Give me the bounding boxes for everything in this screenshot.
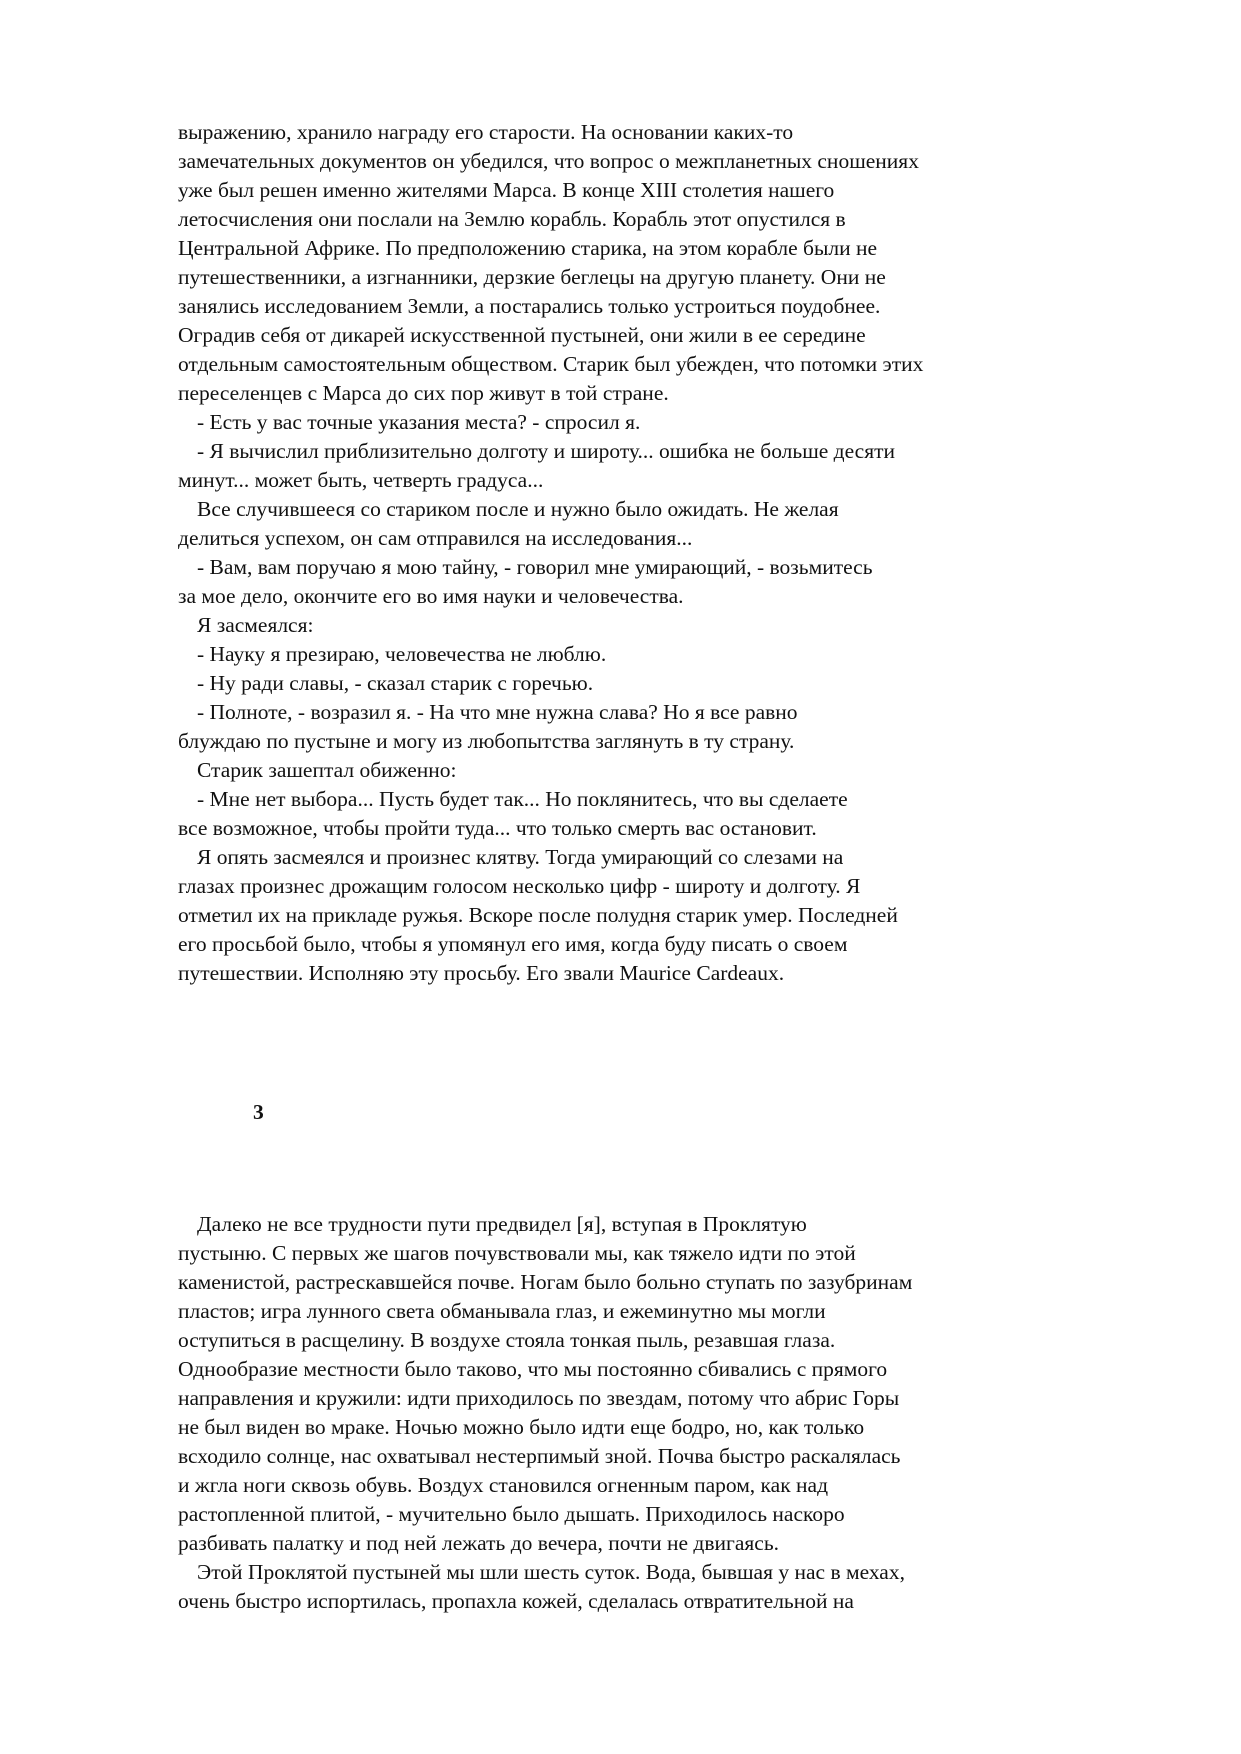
text-section-1 <box>178 118 1078 988</box>
text-line: выражению, хранило награду его старости. На основании каких-то <box>178 120 794 144</box>
text-line: - Есть у вас точные указания места? - спросил я. <box>197 410 641 434</box>
text-line: Центральной Африке. По предположению старика, на этом корабле были не <box>178 236 878 260</box>
text-line: Этой Проклятой пустыней мы шли шесть суток. Вода, бывшая у нас в мехах, <box>197 1560 905 1584</box>
text-line: растопленной плитой, - мучительно было дышать. Приходилось наскоро <box>178 1502 845 1526</box>
text-line: - Науку я презираю, человечества не люблю. <box>197 642 607 666</box>
text-line: не был виден во мраке. Ночью можно было идти еще бодро, но, как только <box>178 1415 865 1439</box>
text-line: занялись исследованием Земли, а постарались только устроиться поудобнее. <box>178 294 881 318</box>
text-line: путешественники, а изгнанники, дерзкие беглецы на другую планету. Они не <box>178 265 886 289</box>
text-line: переселенцев с Марса до сих пор живут в той стране. <box>178 381 669 405</box>
text-line: - Я вычислил приблизительно долготу и широту... ошибка не больше десяти <box>197 439 896 463</box>
text-line: летосчисления они послали на Землю корабль. Корабль этот опустился в <box>178 207 846 231</box>
text-line: замечательных документов он убедился, что вопрос о межпланетных сношениях <box>178 149 919 173</box>
text-line: Старик зашептал обиженно: <box>197 758 457 782</box>
text-line: за мое дело, окончите его во имя науки и человечества. <box>178 584 684 608</box>
text-line: всходило солнце, нас охватывал нестерпимый зной. Почва быстро раскалялась <box>178 1444 901 1468</box>
text-line: Все случившееся со стариком после и нужно было ожидать. Не желая <box>197 497 839 521</box>
text-line: Оградив себя от дикарей искусственной пустыней, они жили в ее середине <box>178 323 866 347</box>
text-line: очень быстро испортилась, пропахла кожей, сделалась отвратительной на <box>178 1589 854 1613</box>
text-line: Я засмеялся: <box>197 613 314 637</box>
text-line: минут... может быть, четверть градуса... <box>178 468 544 492</box>
text-line: отметил их на прикладе ружья. Вскоре после полудня старик умер. Последней <box>178 903 898 927</box>
text-line: все возможное, чтобы пройти туда... что только смерть вас остановит. <box>178 816 817 840</box>
text-line: Далеко не все трудности пути предвидел [я], вступая в Проклятую <box>197 1212 807 1236</box>
text-line: разбивать палатку и под ней лежать до вечера, почти не двигаясь. <box>178 1531 780 1555</box>
text-line: блуждаю по пустыне и могу из любопытства заглянуть в ту страну. <box>178 729 795 753</box>
text-line: - Полноте, - возразил я. - На что мне нужна слава? Но я все равно <box>197 700 798 724</box>
text-line: глазах произнес дрожащим голосом несколько цифр - широту и долготу. Я <box>178 874 861 898</box>
text-line: уже был решен именно жителями Марса. В конце XIII столетия нашего <box>178 178 835 202</box>
text-line: Я опять засмеялся и произнес клятву. Тогда умирающий со слезами на <box>197 845 844 869</box>
text-line: оступиться в расщелину. В воздухе стояла тонкая пыль, резавшая глаза. <box>178 1328 836 1352</box>
text-line: - Мне нет выбора... Пусть будет так... Но поклянитесь, что вы сделаете <box>197 787 848 811</box>
text-line: пластов; игра лунного света обманывала глаз, и ежеминутно мы могли <box>178 1299 826 1323</box>
text-line: путешествии. Исполняю эту просьбу. Его звали Maurice Cardeaux. <box>178 961 785 985</box>
text-line: отдельным самостоятельным обществом. Старик был убежден, что потомки этих <box>178 352 924 376</box>
text-line: его просьбой было, чтобы я упомянул его имя, когда буду писать о своем <box>178 932 848 956</box>
text-line: делиться успехом, он сам отправился на исследования... <box>178 526 693 550</box>
text-line: и жгла ноги сквозь обувь. Воздух становился огненным паром, как над <box>178 1473 829 1497</box>
text-line: - Вам, вам поручаю я мою тайну, - говорил мне умирающий, - возьмитесь <box>197 555 873 579</box>
text-line: пустыню. С первых же шагов почувствовали мы, как тяжело идти по этой <box>178 1241 856 1265</box>
chapter-number: 3 <box>253 1100 264 1124</box>
text-line: - Ну ради славы, - сказал старик с горечью. <box>197 671 594 695</box>
text-section-2 <box>178 1210 1078 1616</box>
text-line: каменистой, растрескавшейся почве. Ногам было больно ступать по зазубринам <box>178 1270 913 1294</box>
text-line: Однообразие местности было таково, что мы постоянно сбивались с прямого <box>178 1357 888 1381</box>
text-line: направления и кружили: идти приходилось по звездам, потому что абрис Горы <box>178 1386 900 1410</box>
